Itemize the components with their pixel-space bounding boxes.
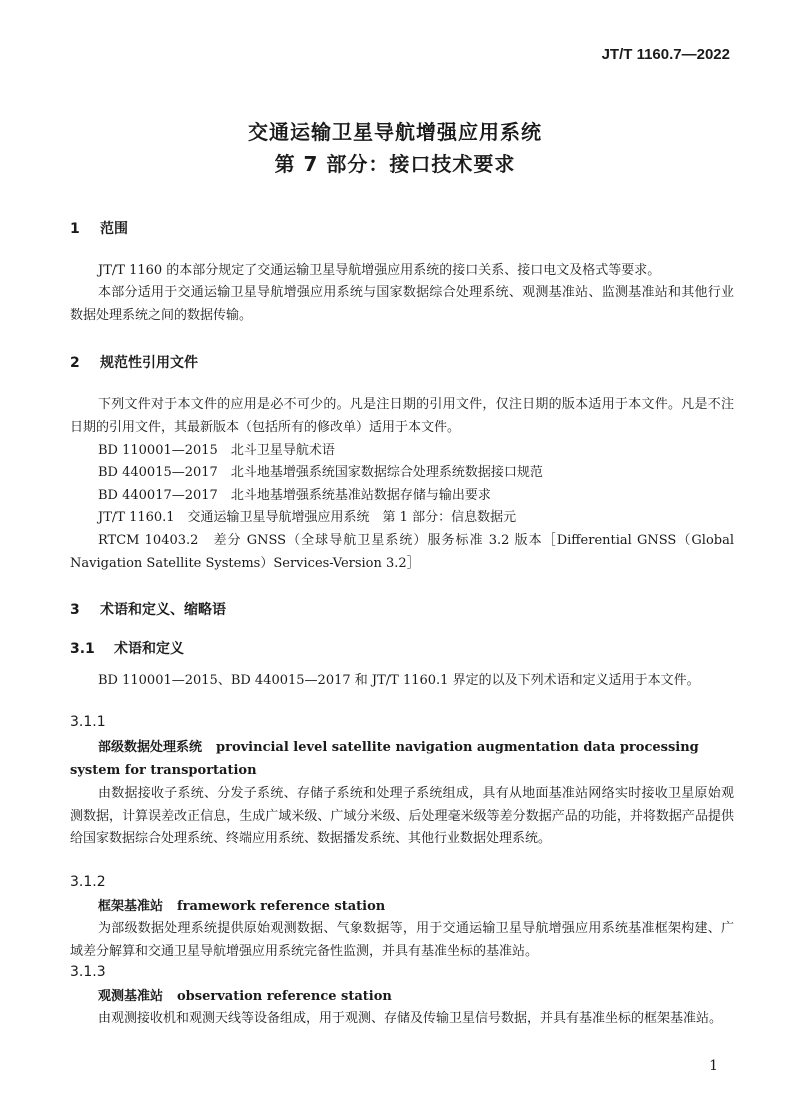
- document-title-line2: 第 7 部分：接口技术要求: [274, 152, 516, 176]
- term-heading: [70, 737, 734, 782]
- section-2-intro: 下列文件对于本文件的应用是必不可少的。凡是注日期的引用文件，仅注日期的版本适用于本文件。凡是不注日期的引用文件，其最新版本（包括所有的修改单）适用于本文件。: [70, 397, 734, 435]
- term-number: 3.1.3: [70, 964, 106, 980]
- section-2-title: 规范性引用文件: [100, 355, 198, 371]
- term-definition: 为部级数据处理系统提供原始观测数据、气象数据等，用于交通运输卫星导航增强应用系统基准框架构建、广域差分解算和交通卫星导航增强应用系统完备性监测，并具有基准坐标的基准站。: [70, 921, 734, 959]
- reference-item: BD 440017—2017 北斗地基增强系统基准站数据存储与输出要求: [98, 488, 491, 503]
- section-1-number: 1: [70, 221, 80, 237]
- section-3-1-title: 术语和定义: [114, 641, 184, 657]
- section-3-1-heading: [70, 638, 184, 658]
- term-definition: 由观测接收机和观测天线等设备组成，用于观测、存储及传输卫星信号数据，并具有基准坐标的框架基准站。: [98, 1011, 723, 1026]
- section-3-1-number: 3.1: [70, 641, 95, 657]
- reference-item: RTCM 10403.2 差分 GNSS（全球导航卫星系统）服务标准 3.2 版本［Differential GNSS（Global Navigation Satellite Systems）Services-Version 3.2］: [70, 533, 734, 571]
- term-definition: 由数据接收子系统、分发子系统、存储子系统和处理子系统组成，具有从地面基准站网络实时接收卫星原始观测数据，计算误差改正信息，生成广域米级、广域分米级、后处理毫米级等差分数据产品的功能，并将数据产品提供给国家数据综合处理系统、终端应用系统、数据播发系统、其他行业数据处理系统。: [70, 786, 734, 846]
- term-en: provincial level satellite navigation augmentation data processing system for transportation: [70, 740, 699, 778]
- section-3-1-intro: BD 110001—2015、BD 440015—2017 和 JT/T 1160.1 界定的以及下列术语和定义适用于本文件。: [98, 673, 700, 688]
- standard-code: JT/T 1160.7—2022: [601, 46, 730, 63]
- reference-item: BD 110001—2015 北斗卫星导航术语: [98, 443, 335, 458]
- document-title-line1: 交通运输卫星导航增强应用系统: [248, 120, 542, 144]
- term-number: 3.1.2: [70, 874, 106, 890]
- term-zh: 部级数据处理系统: [98, 740, 203, 755]
- reference-item: JT/T 1160.1 交通运输卫星导航增强应用系统 第 1 部分：信息数据元: [98, 510, 517, 525]
- section-3-title: 术语和定义、缩略语: [100, 602, 226, 618]
- section-2-heading: [70, 352, 198, 372]
- term-en: observation reference station: [177, 989, 392, 1004]
- term-number: 3.1.1: [70, 714, 106, 730]
- term-en: framework reference station: [177, 899, 386, 914]
- page-number: 1: [709, 1058, 718, 1074]
- term-heading: [70, 986, 734, 1009]
- term-zh: 观测基准站: [98, 989, 164, 1004]
- section-2-number: 2: [70, 355, 80, 371]
- section-1-paragraph-1: JT/T 1160 的本部分规定了交通运输卫星导航增强应用系统的接口关系、接口电文及格式等要求。: [98, 263, 661, 278]
- term-heading: [70, 896, 734, 919]
- section-3-heading: [70, 599, 226, 619]
- section-1-title: 范围: [100, 221, 128, 237]
- term-zh: 框架基准站: [98, 899, 164, 914]
- section-1-heading: [70, 218, 128, 238]
- section-3-number: 3: [70, 602, 80, 618]
- reference-item: BD 440015—2017 北斗地基增强系统国家数据综合处理系统数据接口规范: [98, 465, 543, 480]
- section-1-paragraph-2: 本部分适用于交通运输卫星导航增强应用系统与国家数据综合处理系统、观测基准站、监测基准站和其他行业数据处理系统之间的数据传输。: [70, 285, 734, 323]
